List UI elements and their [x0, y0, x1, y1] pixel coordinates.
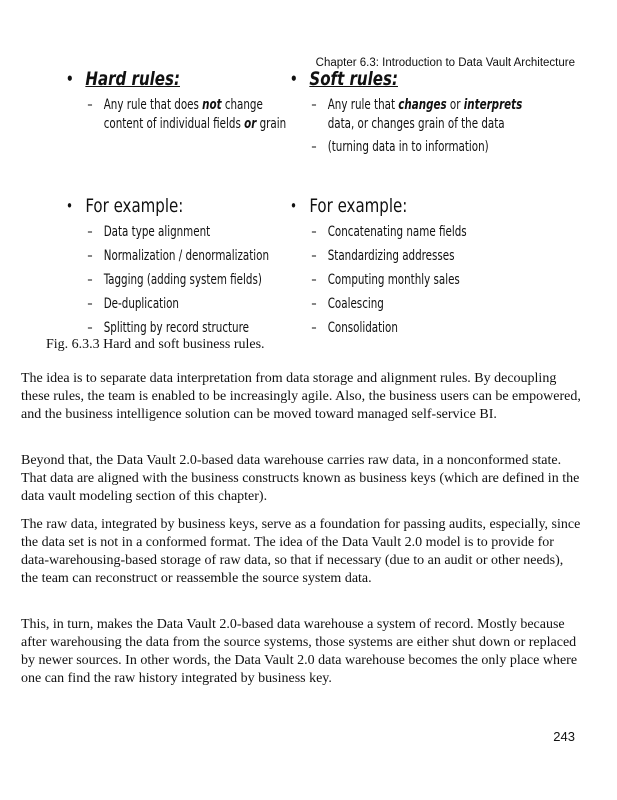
soft-examples-heading: • For example: — [290, 195, 545, 217]
soft-rules-note: – (turning data in to information) — [311, 139, 489, 155]
paragraph: The idea is to separate data interpretation from data storage and alignment rules. By decoupling these rules, the team is enabled to be increasingly agile. Also, the business users can be empowered, and the business intelligence solution can be moved toward managed self-service BI. — [21, 371, 581, 422]
hard-rules-title: • Hard rules: — [66, 68, 260, 90]
hard-example-item: – Normalization / denormalization — [87, 248, 269, 264]
hard-example-item: – Tagging (adding system fields) — [87, 272, 262, 288]
paragraph: The raw data, integrated by business keys, serve as a foundation for passing audits, especially, since the data set is not in a conformed format. The idea of the Data Vault 2.0 model is to provide for data-warehousing-based storage of raw data, so that if necessary (due to an audit or other needs), the team can reconstruct or reassemble the source system data. — [21, 517, 581, 586]
soft-example-item: – Coalescing — [311, 296, 384, 312]
business-rules-figure — [0, 0, 617, 340]
hard-examples-heading: • For example: — [66, 195, 260, 217]
soft-rules-title: • Soft rules: — [290, 68, 545, 90]
soft-example-item: – Consolidation — [311, 320, 398, 336]
soft-examples-block — [290, 195, 580, 340]
hard-rules-block — [66, 68, 286, 134]
soft-example-item: – Computing monthly sales — [311, 272, 460, 288]
soft-example-item: – Standardizing addresses — [311, 248, 455, 264]
hard-examples-block — [66, 195, 286, 340]
hard-example-item: – Data type alignment — [87, 224, 211, 240]
paragraph: Beyond that, the Data Vault 2.0-based data warehouse carries raw data, in a nonconformed state. That data are aligned with the business constructs known as business keys (which are defined in the data vault modeling section of this chapter). — [21, 453, 580, 504]
chapter-header: Chapter 6.3: Introduction to Data Vault Architecture — [315, 57, 575, 69]
hard-example-item: – De-duplication — [87, 296, 179, 312]
paragraph: This, in turn, makes the Data Vault 2.0-based data warehouse a system of record. Mostly because after warehousing the data from the source systems, those systems are either shut down or replaced by newer sources. In other words, the Data Vault 2.0 data warehouse becomes the only place where one can find the raw history integrated by business key. — [21, 617, 578, 686]
soft-rules-description: – Any rule that changes or interprets data, or changes grain of the data — [311, 97, 523, 132]
soft-example-item: – Concatenating name fields — [311, 224, 467, 240]
hard-example-item: – Splitting by record structure — [87, 320, 249, 336]
page-number: 243 — [553, 729, 575, 744]
figure-caption: Fig. 6.3.3 Hard and soft business rules. — [46, 337, 265, 352]
soft-rules-block — [290, 68, 580, 157]
hard-rules-description: – Any rule that does not change content of individual fields or grain — [87, 97, 287, 132]
